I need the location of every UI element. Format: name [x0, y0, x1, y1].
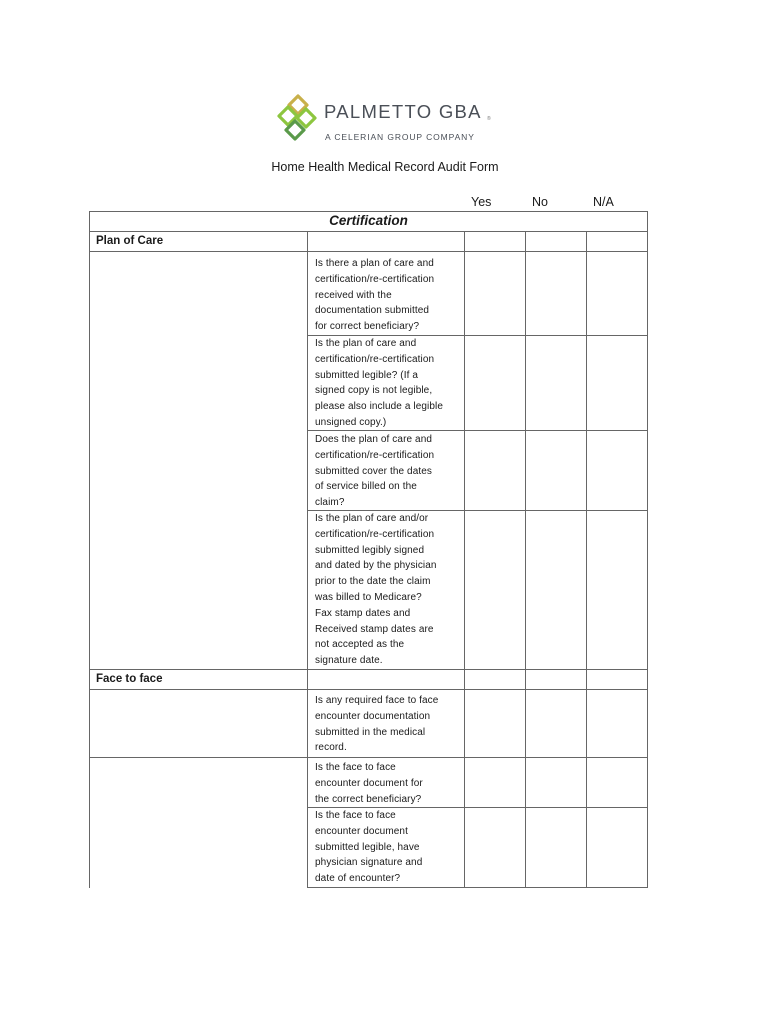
group-label-plan-of-care: Plan of Care [96, 235, 164, 247]
question-column-left-border [307, 231, 308, 888]
logo-name: PALMETTO GBA [324, 101, 482, 122]
row-divider [89, 689, 648, 690]
table-right-border [647, 231, 648, 888]
row-divider [89, 669, 648, 670]
form-title: Home Health Medical Record Audit Form [271, 160, 499, 174]
section-title: Certification [329, 213, 408, 228]
na-column-left-border [586, 231, 587, 888]
table-left-border [89, 231, 90, 888]
row-divider [307, 887, 648, 888]
column-header-no: No [532, 195, 548, 209]
palmetto-leaf-icon [276, 93, 320, 143]
question-text: Is the face to face encounter document for the correct beneficiary? [315, 762, 423, 805]
question-text: Is there a plan of care and certification/re-certification received with the documentation submitted for correct beneficiary? [315, 258, 435, 333]
question-text: Is the plan of care and certification/re-certification submitted legible? (If a signed copy is not legible, please also include a legible unsigned copy.) [315, 338, 443, 428]
yes-column-left-border [464, 231, 465, 888]
logo-tagline: A CELERIAN GROUP COMPANY [325, 132, 475, 142]
question-text: Is the plan of care and/or certification/re-certification submitted legibly signed and dated by the physician prior to the date the claim was billed to Medicare? Fax stamp dates and Received stamp dates are not accepted as the signature date. [315, 513, 437, 667]
palmetto-gba-logo [276, 93, 496, 145]
row-divider [89, 251, 648, 252]
group-label-face-to-face: Face to face [96, 673, 163, 685]
question-text: Does the plan of care and certification/re-certification submitted cover the dates of service billed on the claim? [315, 434, 435, 509]
no-column-left-border [525, 231, 526, 888]
column-header-na: N/A [593, 195, 614, 209]
column-header-yes: Yes [471, 195, 492, 209]
row-divider [89, 757, 648, 758]
logo-trademark: ® [487, 116, 491, 122]
question-text: Is any required face to face encounter documentation submitted in the medical record. [315, 695, 439, 754]
question-text: Is the face to face encounter document submitted legible, have physician signature and date of encounter? [315, 810, 423, 885]
